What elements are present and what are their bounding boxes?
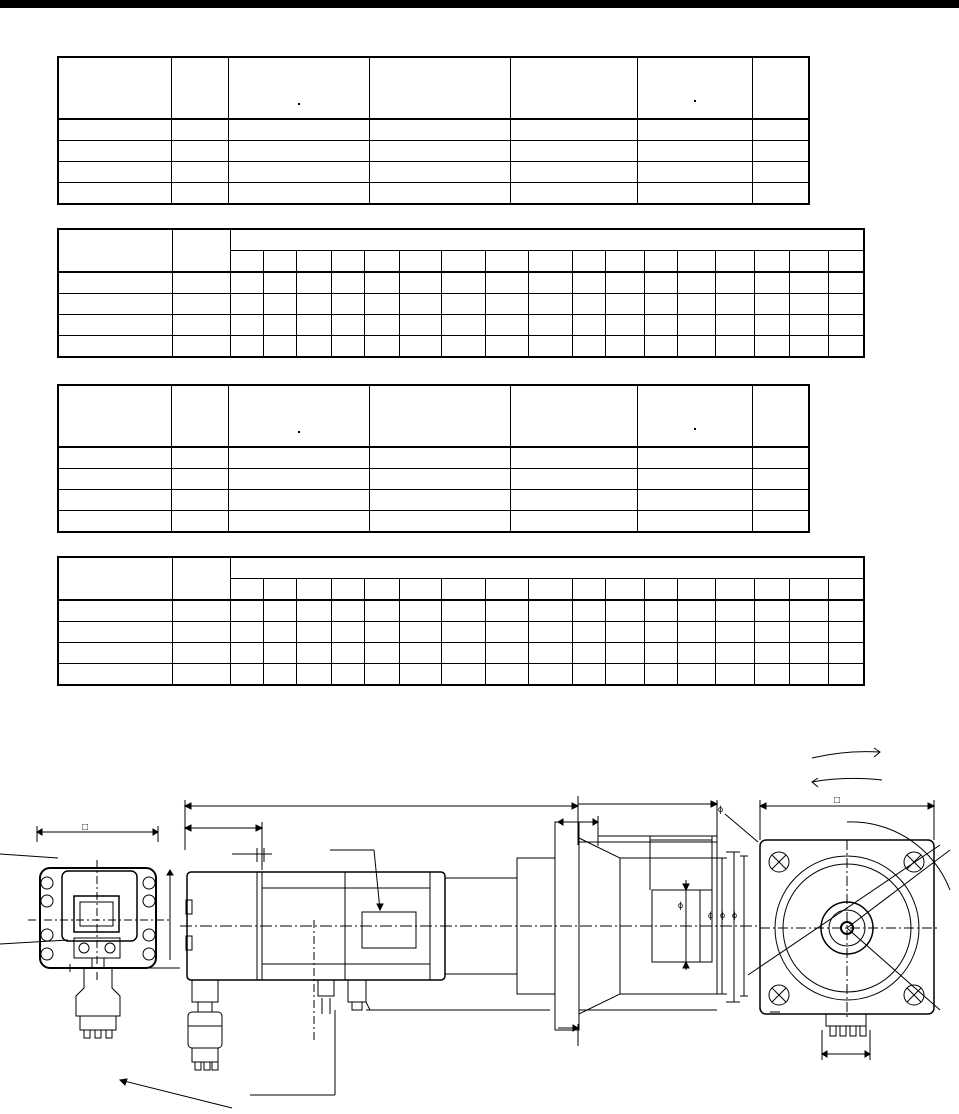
table-row bbox=[58, 622, 864, 643]
diameter-symbol-label: ϕ bbox=[708, 910, 714, 920]
table-row bbox=[58, 643, 864, 664]
connector-end-view bbox=[0, 822, 180, 1038]
table-row bbox=[58, 119, 809, 141]
table-row bbox=[58, 336, 864, 358]
table-row bbox=[58, 600, 864, 622]
dimensions-table-2 bbox=[57, 556, 865, 686]
decimal-mark bbox=[298, 431, 300, 433]
table-row bbox=[58, 294, 864, 315]
table-row bbox=[58, 447, 809, 469]
table-row bbox=[58, 141, 809, 162]
table-row bbox=[58, 162, 809, 183]
decimal-mark bbox=[694, 100, 696, 102]
side-view bbox=[120, 796, 760, 1108]
flange-end-view bbox=[718, 795, 950, 1060]
diameter-symbol-label: ϕ bbox=[720, 910, 726, 920]
ratings-table-2 bbox=[57, 384, 810, 533]
table-header-row bbox=[58, 385, 809, 447]
square-symbol-label: □ bbox=[834, 795, 841, 806]
servo-motor-outline-drawing bbox=[0, 700, 959, 1114]
table-row bbox=[58, 272, 864, 294]
table-header-row bbox=[58, 57, 809, 119]
decimal-mark bbox=[298, 103, 300, 105]
table-header-row bbox=[58, 557, 864, 579]
decimal-mark bbox=[694, 428, 696, 430]
square-symbol-label: □ bbox=[82, 822, 89, 833]
dimensions-table-1 bbox=[57, 228, 865, 358]
diameter-symbol-label: ϕ bbox=[732, 910, 738, 920]
table-row bbox=[58, 183, 809, 205]
table-row bbox=[58, 490, 809, 511]
diameter-symbol-label: ϕ bbox=[718, 804, 724, 814]
rotation-direction-arrows bbox=[812, 748, 882, 787]
table-row bbox=[58, 469, 809, 490]
diameter-symbol-label: ϕ bbox=[678, 900, 684, 910]
page-header-bar bbox=[0, 0, 959, 8]
table-row bbox=[58, 315, 864, 336]
table-header-row bbox=[58, 229, 864, 251]
table-row bbox=[58, 511, 809, 533]
table-row bbox=[58, 664, 864, 686]
ratings-table-1 bbox=[57, 56, 810, 205]
